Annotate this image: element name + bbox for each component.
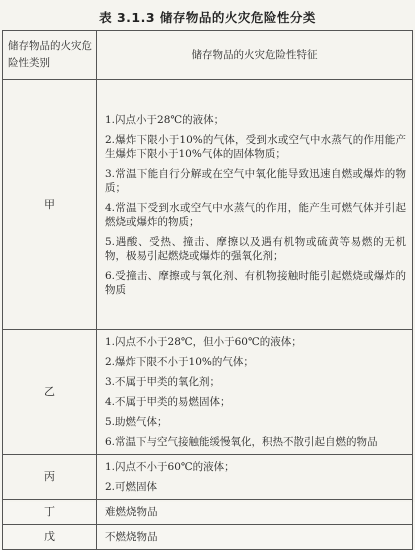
feature-cell xyxy=(97,500,413,525)
table-row xyxy=(3,455,413,500)
category-header: 储存物品的火灾危险性类别 xyxy=(3,31,97,80)
category-cell: 甲 xyxy=(3,80,97,330)
feature-cell xyxy=(97,525,413,550)
feature-item: 2.可燃固体 xyxy=(105,481,158,493)
table-row xyxy=(3,80,413,330)
table-row xyxy=(3,330,413,455)
feature-item: 6.常温下与空气接触能缓慢氧化，积热不散引起自燃的物品 xyxy=(105,436,378,448)
feature-item: 3.不属于甲类的氧化剂； xyxy=(105,376,221,388)
table-row xyxy=(3,500,413,525)
feature-item: 3.常温下能自行分解或在空气中氧化能导致迅速自燃或爆炸的物质； xyxy=(105,167,406,194)
feature-item: 5.遇酸、受热、撞击、摩擦以及遇有机物或硫黄等易燃的无机物，极易引起燃烧或爆炸的强氧化剂； xyxy=(105,235,406,262)
feature-item: 2.爆炸下限小于10%的气体，受到水或空气中水蒸气的作用能产生爆炸下限小于10%气体的固体物质； xyxy=(105,133,406,160)
category-cell: 戊 xyxy=(3,525,97,550)
category-cell: 丁 xyxy=(3,500,97,525)
table-header-row xyxy=(3,31,413,80)
fire-hazard-table xyxy=(2,30,413,550)
feature-header: 储存物品的火灾危险性特征 xyxy=(97,31,413,80)
feature-item: 6.受撞击、摩擦或与氧化剂、有机物接触时能引起燃烧或爆炸的物质 xyxy=(105,269,406,296)
feature-item: 2.爆炸下限不小于10%的气体； xyxy=(105,356,254,368)
category-cell: 乙 xyxy=(3,330,97,455)
category-cell: 丙 xyxy=(3,455,97,500)
feature-cell xyxy=(97,80,413,330)
table-row xyxy=(3,525,413,550)
feature-item: 5.助燃气体； xyxy=(105,416,168,428)
feature-cell xyxy=(97,455,413,500)
feature-item: 4.常温下受到水或空气中水蒸气的作用，能产生可燃气体并引起燃烧或爆炸的物质； xyxy=(105,201,406,228)
feature-cell xyxy=(97,330,413,455)
feature-item: 难燃烧物品 xyxy=(105,506,158,518)
table-title: 表 3.1.3 储存物品的火灾危险性分类 xyxy=(99,10,316,25)
feature-item: 1.闪点小于28℃的液体； xyxy=(105,113,225,126)
feature-item: 4.不属于甲类的易燃固体； xyxy=(105,396,231,408)
feature-item: 1.闪点不小于28℃，但小于60℃的液体； xyxy=(105,336,302,348)
feature-item: 1.闪点不小于60℃的液体； xyxy=(105,461,235,473)
feature-item: 不燃烧物品 xyxy=(105,531,158,543)
